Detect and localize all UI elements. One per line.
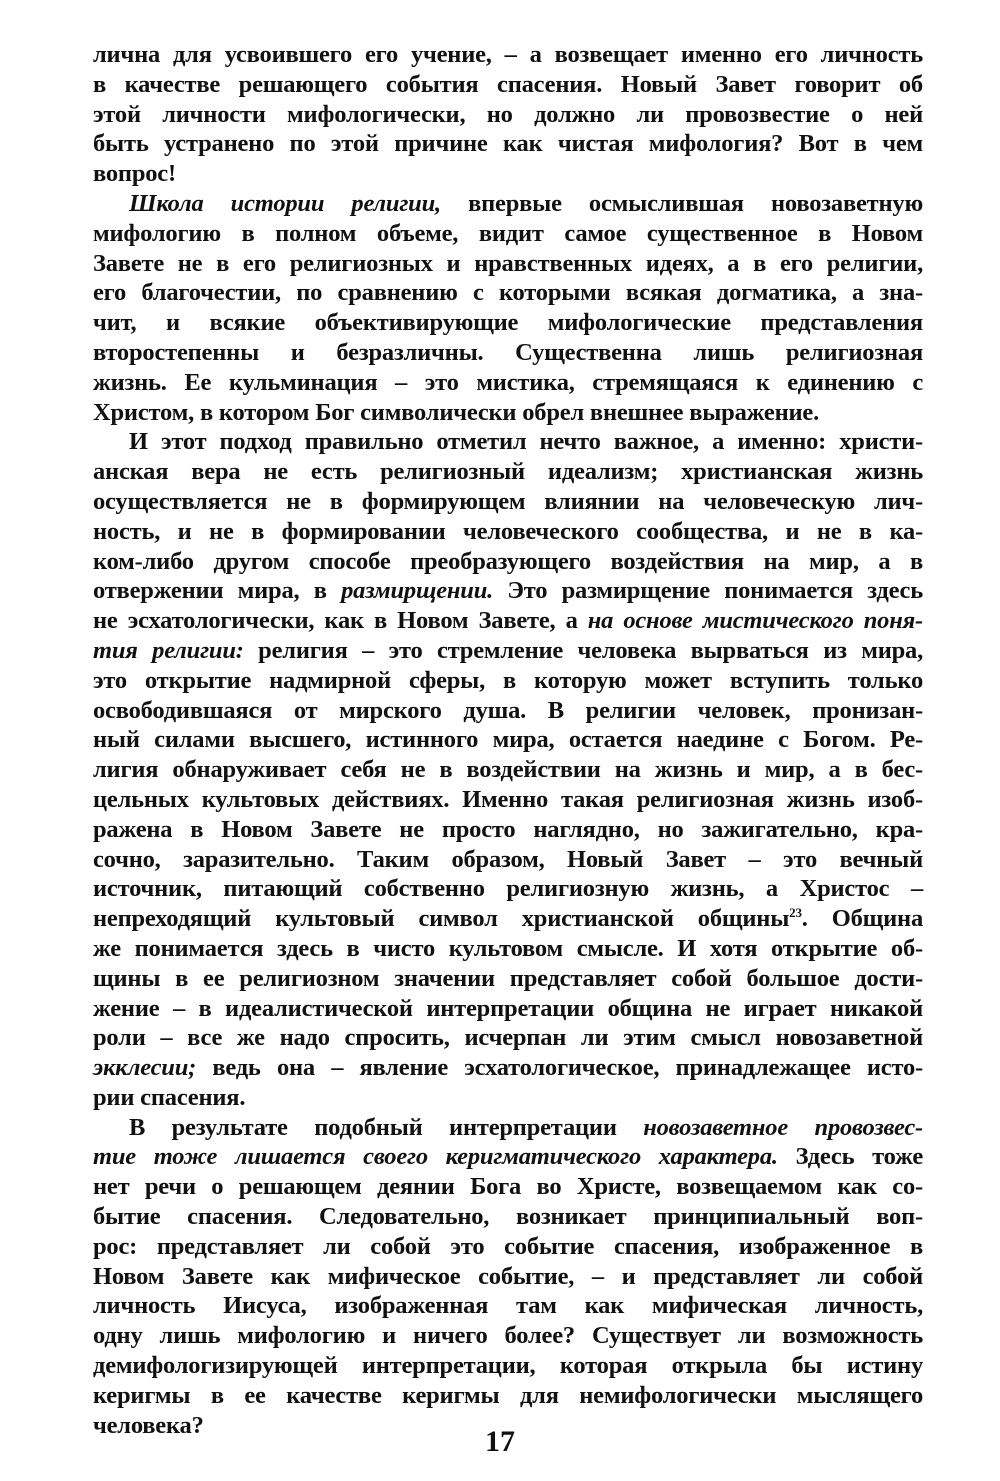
text-run: жение – в идеалистической интерпретации община не играет никакой <box>93 994 923 1022</box>
text-run: нет речи о решающем деянии Бога во Христе, возвещаемом как со- <box>93 1173 923 1201</box>
text-line <box>93 696 923 726</box>
text-run: анская вера не есть религиозный идеализм; христианская жизнь <box>93 458 923 486</box>
text-line <box>93 278 923 308</box>
footnote-marker: 23 <box>789 904 802 920</box>
text-line <box>93 487 923 517</box>
text-run: Это размирщение понимается здесь <box>493 577 923 605</box>
text-run: непреходящий культовый символ христианской общины <box>93 905 790 933</box>
text-run: жизнь. Ее кульминация – это мистика, стремящаяся к единению с <box>93 368 923 396</box>
text-line <box>93 755 923 785</box>
text-line <box>93 815 923 845</box>
text-run: Здесь тоже <box>777 1143 923 1171</box>
text-run: ный силами высшего, истинного мира, остается наедине с Богом. Ре- <box>93 726 923 754</box>
text-line <box>93 1232 923 1262</box>
text-run: В результате подобный интерпретации <box>129 1113 644 1141</box>
text-line <box>93 1381 923 1411</box>
text-line <box>93 40 923 70</box>
text-line <box>93 517 923 547</box>
text-run: ражена в Новом Завете не просто наглядно, но зажигательно, кра- <box>93 815 923 843</box>
text-line <box>93 1083 923 1113</box>
text-run: отвержении мира, в <box>93 577 342 605</box>
text-run: религия – это стремление человека вырваться из мира, <box>243 636 924 664</box>
text-line <box>93 725 923 755</box>
text-line <box>93 1113 923 1143</box>
text-run: цельных культовых действиях. Именно такая религиозная жизнь изоб- <box>93 785 923 813</box>
paragraph <box>93 189 923 427</box>
text-line <box>93 874 923 904</box>
text-run: личность Иисуса, изображенная там как мифическая личность, <box>93 1292 923 1320</box>
text-line <box>93 576 923 606</box>
text-line <box>93 547 923 577</box>
text-run: рос: представляет ли собой это событие спасения, изображенное в <box>93 1232 923 1260</box>
text-run: ность, и не в формировании человеческого сообщества, и не в ка- <box>93 517 923 545</box>
text-line <box>93 994 923 1024</box>
text-run: его благочестии, по сравнению с которыми всякая догматика, а зна- <box>93 279 923 307</box>
text-run: роли – все же надо спросить, исчерпан ли этим смысл новозаветной <box>93 1024 923 1052</box>
text-run: в качестве решающего события спасения. Новый Завет говорит об <box>93 70 923 98</box>
text-line <box>93 249 923 279</box>
text-line <box>93 964 923 994</box>
text-run: впервые осмыслившая новозаветную <box>440 189 923 217</box>
text-line <box>93 845 923 875</box>
text-line <box>93 1142 923 1172</box>
text-line <box>93 427 923 457</box>
paragraph <box>93 40 923 189</box>
text-run: . Община <box>801 905 924 933</box>
italic-text: тие тоже лишается своего керигматического характера. <box>93 1143 778 1171</box>
text-line <box>93 457 923 487</box>
text-run: щины в ее религиозном значении представляет собой большое дости- <box>93 964 923 992</box>
body-text <box>93 40 923 1440</box>
text-run: демифологизирующей интерпретации, которая открыла бы истину <box>93 1352 923 1380</box>
text-run: человека? <box>93 1411 204 1439</box>
text-run: лигия обнаруживает себя не в воздействии на жизнь и мир, а в бес- <box>93 756 923 784</box>
text-line <box>93 636 923 666</box>
paragraph <box>93 1113 923 1441</box>
italic-text: размирщении. <box>341 577 494 605</box>
text-run: ведь она – явление эсхатологическое, принадлежащее исто- <box>196 1054 923 1082</box>
text-line <box>93 100 923 130</box>
text-line <box>93 368 923 398</box>
text-line <box>93 1321 923 1351</box>
text-line <box>93 398 923 428</box>
text-run: одну лишь мифологию и ничего более? Существует ли возможность <box>93 1322 923 1350</box>
text-line <box>93 666 923 696</box>
text-line <box>93 1202 923 1232</box>
text-run: чит, и всякие объективирующие мифологические представления <box>93 309 923 337</box>
text-run: быть устранено по этой причине как чистая мифология? Вот в чем <box>93 130 923 158</box>
text-line <box>93 308 923 338</box>
text-line <box>93 785 923 815</box>
paragraph <box>93 427 923 1112</box>
text-run: Завете не в его религиозных и нравственных идеях, а в его религии, <box>93 249 923 277</box>
text-line <box>93 159 923 189</box>
text-run: это открытие надмирной сферы, в которую может вступить только <box>93 666 923 694</box>
italic-text: экклесии; <box>93 1054 197 1082</box>
text-run: мифологию в полном объеме, видит самое существенное в Новом <box>93 219 923 247</box>
text-run: сочно, заразительно. Таким образом, Новый Завет – это вечный <box>93 845 923 873</box>
page-number: 17 <box>485 1425 515 1458</box>
text-run: осуществляется не в формирующем влиянии на человеческую лич- <box>93 487 923 515</box>
text-run: лична для усвоившего его учение, – а возвещает именно его личность <box>93 41 923 68</box>
text-run: И этот подход правильно отметил нечто важное, а именно: христи- <box>129 428 923 456</box>
text-line <box>93 338 923 368</box>
text-line <box>93 129 923 159</box>
text-run: этой личности мифологически, но должно ли провозвестие о ней <box>93 100 923 128</box>
text-line <box>93 606 923 636</box>
text-line <box>93 904 923 934</box>
text-line <box>93 1262 923 1292</box>
text-run: Новом Завете как мифическое событие, – и представляет ли собой <box>93 1262 923 1290</box>
text-run: не эсхатологически, как в Новом Завете, а <box>93 607 588 635</box>
text-run: вопрос! <box>93 160 176 188</box>
text-run: источник, питающий собственно религиозную жизнь, а Христос – <box>93 875 923 903</box>
text-line <box>93 1023 923 1053</box>
text-line <box>93 1291 923 1321</box>
text-run: второстепенны и безразличны. Существенна лишь религиозная <box>93 338 923 366</box>
text-line <box>93 1053 923 1083</box>
text-run: Христом, в котором Бог символически обрел внешнее выражение. <box>93 398 820 426</box>
text-run: рии спасения. <box>93 1083 246 1111</box>
text-run: ком-либо другом способе преобразующего воздействия на мир, а в <box>93 547 923 575</box>
text-line <box>93 70 923 100</box>
text-run: же понимается здесь в чисто культовом смысле. И хотя открытие об- <box>93 934 923 962</box>
text-line <box>93 1172 923 1202</box>
text-run: бытие спасения. Следовательно, возникает принципиальный воп- <box>93 1203 923 1231</box>
text-run: освободившаяся от мирского душа. В религии человек, пронизан- <box>93 696 923 724</box>
italic-text: на основе мистического поня- <box>587 607 923 635</box>
text-line <box>93 934 923 964</box>
italic-text: Школа истории религии, <box>129 189 441 217</box>
text-line <box>93 1351 923 1381</box>
text-run: керигмы в ее качестве керигмы для немифологически мыслящего <box>93 1381 923 1409</box>
italic-text: тия религии: <box>93 636 244 664</box>
text-line <box>93 219 923 249</box>
text-line <box>93 189 923 219</box>
italic-text: новозаветное провозвес- <box>643 1113 923 1141</box>
